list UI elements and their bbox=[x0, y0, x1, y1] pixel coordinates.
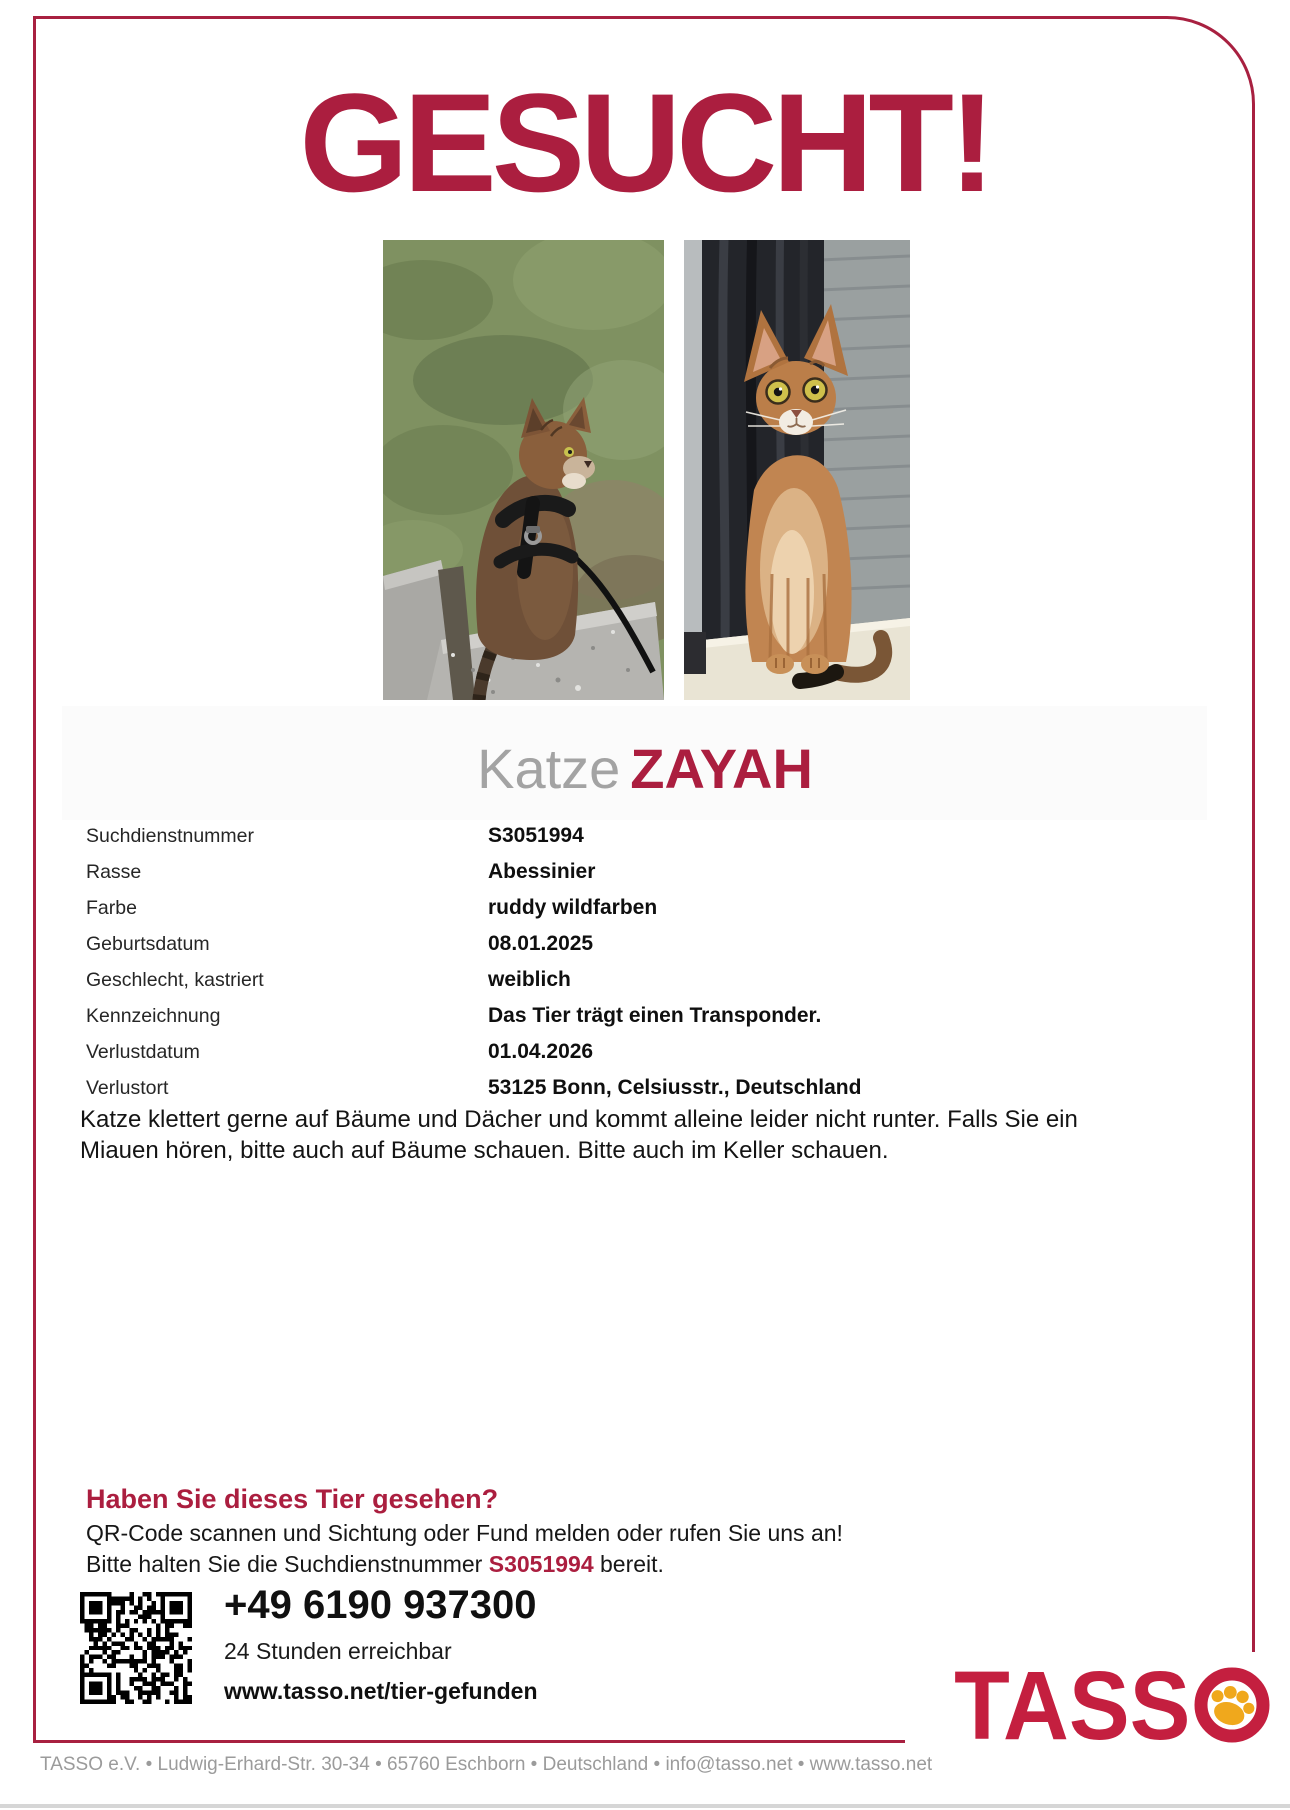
phone-number: +49 6190 937300 bbox=[224, 1583, 537, 1627]
cat-indoor-illustration bbox=[684, 240, 910, 700]
qr-code bbox=[80, 1592, 192, 1704]
bottom-edge bbox=[0, 1804, 1290, 1808]
detail-value: weiblich bbox=[488, 968, 571, 991]
pet-description: Katze klettert gerne auf Bäume und Dächer und kommt alleine leider nicht runter. Falls Sie ein Miauen hören, bitte auch auf Bäume schauen. Bitte auch im Keller schauen. bbox=[80, 1106, 1078, 1164]
detail-value: 53125 Bonn, Celsiusstr., Deutschland bbox=[488, 1076, 862, 1099]
details-table bbox=[86, 818, 1206, 1106]
detail-row bbox=[86, 998, 1206, 1034]
detail-label: Suchdienstnummer bbox=[86, 824, 254, 847]
detail-value: Das Tier trägt einen Transponder. bbox=[488, 1004, 822, 1027]
pet-species-label: Katze bbox=[477, 737, 621, 800]
search-number-inline: S3051994 bbox=[488, 1551, 594, 1577]
footer-contact-line: TASSO e.V. • Ludwig-Erhard-Str. 30-34 • 65760 Eschborn • Deutschland • info@tasso.net • www.tasso.net bbox=[40, 1754, 933, 1775]
sighting-number-suffix: bereit. bbox=[593, 1551, 664, 1577]
gesucht-title: GESUCHT! bbox=[299, 64, 991, 221]
detail-label: Kennzeichnung bbox=[86, 1004, 221, 1027]
availability-text: 24 Stunden erreichbar bbox=[224, 1638, 452, 1664]
detail-label: Farbe bbox=[86, 896, 137, 919]
pet-name: ZAYAH bbox=[630, 737, 813, 800]
detail-label: Rasse bbox=[86, 860, 142, 883]
cat-outdoor-illustration bbox=[383, 240, 664, 700]
pet-heading bbox=[0, 736, 1290, 801]
sighting-headline: Haben Sie dieses Tier gesehen? bbox=[86, 1484, 499, 1514]
detail-row bbox=[86, 890, 1206, 926]
detail-row bbox=[86, 962, 1206, 998]
tasso-paw-o-icon bbox=[1192, 1665, 1272, 1745]
report-url[interactable]: www.tasso.net/tier-gefunden bbox=[224, 1678, 538, 1704]
cat-photo-left bbox=[383, 240, 664, 700]
detail-row bbox=[86, 926, 1206, 962]
detail-value: 01.04.2026 bbox=[488, 1040, 594, 1063]
detail-row bbox=[86, 818, 1206, 854]
detail-row bbox=[86, 1070, 1206, 1106]
sighting-number-prefix: Bitte halten Sie die Suchdienstnummer bbox=[86, 1551, 489, 1577]
detail-label: Verlustort bbox=[86, 1076, 169, 1099]
detail-value: S3051994 bbox=[488, 824, 584, 847]
detail-label: Geschlecht, kastriert bbox=[86, 968, 264, 991]
tasso-logo bbox=[905, 1652, 1290, 1758]
detail-label: Geburtsdatum bbox=[86, 932, 210, 955]
detail-row bbox=[86, 1034, 1206, 1070]
detail-value: ruddy wildfarben bbox=[488, 896, 658, 919]
detail-value: Abessinier bbox=[488, 860, 596, 883]
detail-value: 08.01.2025 bbox=[488, 932, 594, 955]
sighting-number-line bbox=[86, 1551, 664, 1578]
cat-photo-right bbox=[684, 240, 910, 700]
detail-label: Verlustdatum bbox=[86, 1040, 200, 1063]
sighting-instruction: QR-Code scannen und Sichtung oder Fund melden oder rufen Sie uns an! bbox=[86, 1520, 843, 1546]
detail-row bbox=[86, 854, 1206, 890]
tasso-logo-text: TASS bbox=[953, 1650, 1190, 1760]
